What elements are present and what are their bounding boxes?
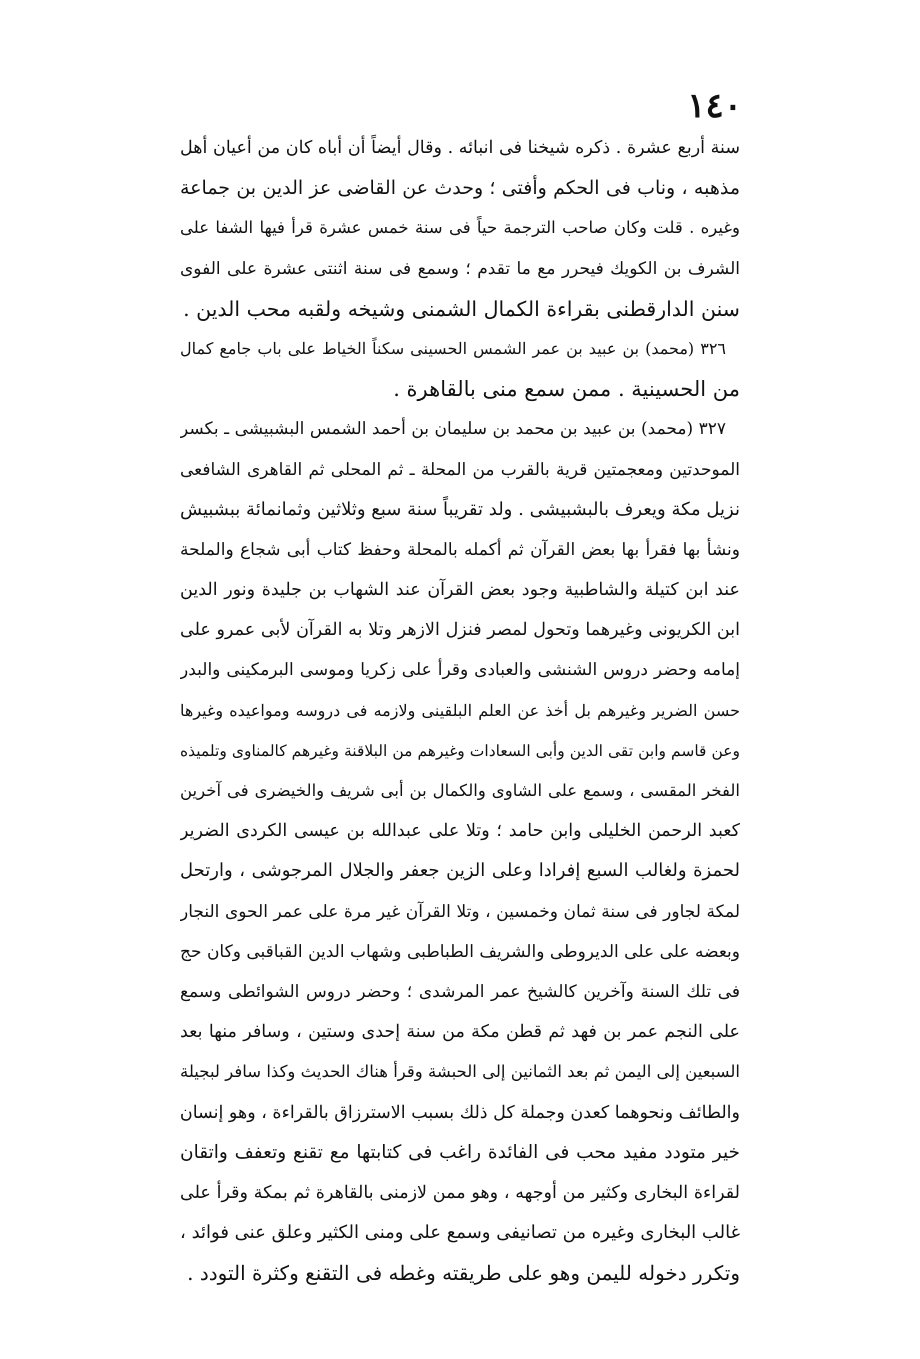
- text-line: لمكة لجاور فى سنة ثمان وخمسين ، وتلا القرآن غير مرة على عمر الحوى النجار: [180, 901, 740, 922]
- text-line: لقراءة البخارى وكثير من أوجهه ، وهو ممن لازمنى بالقاهرة ثم بمكة وقرأ على: [180, 1182, 740, 1203]
- text-line: لحمزة ولغالب السبع إفرادا وعلى الزين جعفر والجلال المرجوشى ، وارتحل: [180, 860, 740, 882]
- text-line: إمامه وحضر دروس الشنشى والعبادى وقرأ على زكريا وموسى البرمكينى والبدر: [180, 660, 740, 681]
- text-line: من الحسينية . ممن سمع منى بالقاهرة .: [393, 377, 740, 402]
- text-line: الموحدتين ومعجمتين قرية بالقرب من المحلة ـ ثم المحلى ثم القاهرى الشافعى: [180, 459, 740, 480]
- text-line: عند ابن كتيلة والشاطبية وجود بعض القرآن عند الشهاب بن جليدة ونور الدين: [180, 580, 740, 601]
- text-line: ٣٢٧ (محمد) بن عبيد بن محمد بن سليمان بن أحمد الشمس البشبيشى ـ بكسر: [180, 419, 726, 440]
- text-line: وعن قاسم وابن تقى الدين وأبى السعادات وغيرهم من البلاقنة وغيرهم كالمناوى وتلميذه: [180, 741, 740, 760]
- text-line: حسن الضرير وغيرهم بل أخذ عن العلم البلقينى ولازمه فى دروسه ومواعيده وغيرها: [180, 700, 740, 720]
- text-line: كعبد الرحمن الخليلى وابن حامد ؛ وتلا على عبدالله بن عيسى الكردى الضرير: [180, 821, 740, 842]
- text-line: ابن الكريونى وغيرهما وتحول لمصر فنزل الازهر وتلا به القرآن لأبى عمرو على: [180, 620, 740, 641]
- text-line: خير متودد مفيد محب فى الفائدة راغب فى كتابتها مع تقنع وتعفف واتقان: [180, 1141, 740, 1163]
- text-line: السبعين إلى اليمن ثم بعد الثمانين إلى الحبشة وقرأ هناك الحديث وكذا سافر لبجيلة: [180, 1062, 740, 1082]
- text-line: فى تلك السنة وآخرين كالشيخ عمر المرشدى ؛ وحضر دروس الشوائطى وسمع: [180, 981, 740, 1002]
- page-number: ١٤٠: [687, 86, 742, 126]
- text-line: مذهبه ، وناب فى الحكم وأفتى ؛ وحدث عن القاضى عز الدين بن جماعة: [180, 177, 740, 200]
- text-line: سنن الدارقطنى بقراءة الكمال الشمنى وشيخه ولقبه محب الدين .: [183, 296, 740, 321]
- text-line: وتكرر دخوله لليمن وهو على طريقته وغطه فى التقنع وكثرة التودد .: [187, 1261, 740, 1286]
- text-line: نزيل مكة ويعرف بالبشبيشى . ولد تقريباً سنة سبع وثلاثين وثمانمائة ببشبيش: [180, 498, 740, 520]
- text-line: والطائف ونحوهما كعدن وجملة كل ذلك بسبب الاسترزاق بالقراءة ، وهو إنسان: [180, 1102, 740, 1123]
- text-line: ٣٢٦ (محمد) بن عبيد بن عمر الشمس الحسينى سكناً الخياط على باب جامع كمال: [180, 338, 726, 358]
- body-text: [180, 128, 740, 1293]
- text-line: غالب البخارى وغيره من تصانيفى وسمع على ومنى الكثير وعلق عنى فوائد ،: [180, 1222, 740, 1244]
- text-line: وغيره . قلت وكان صاحب الترجمة حياً فى سنة خمس عشرة قرأ فيها الشفا على: [180, 218, 740, 238]
- text-line: سنة أربع عشرة . ذكره شيخنا فى انبائه . وقال أيضاً أن أباه كان من أعيان أهل: [180, 138, 740, 158]
- text-line: ونشأ بها فقرأ بها بعض القرآن ثم أكمله بالمحلة وحفظ كتاب أبى شجاع والملحة: [180, 539, 740, 560]
- text-line: وبعضه على على الديروطى والشريف الطباطبى وشهاب الدين القباقبى وكان حج: [180, 941, 740, 962]
- text-line: الفخر المقسى ، وسمع على الشاوى والكمال بن أبى شريف والخيضرى فى آخرين: [180, 781, 740, 800]
- text-line: على النجم عمر بن فهد ثم قطن مكة من سنة إحدى وستين ، وسافر منها بعد: [180, 1022, 740, 1043]
- text-line: الشرف بن الكويك فيحرر مع ما تقدم ؛ وسمع فى سنة اثنتى عشرة على الفوى: [180, 258, 740, 279]
